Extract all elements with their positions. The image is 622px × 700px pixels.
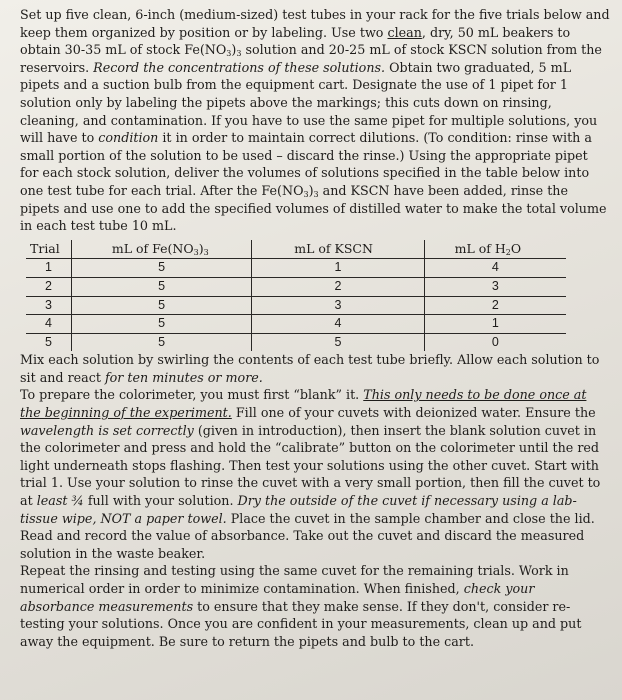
cell-fe: 5	[71, 259, 251, 278]
cell-trial: 1	[26, 259, 71, 278]
mixing-paragraph: Mix each solution by swirling the contents of each test tube briefly. Allow each solution to sit and react for ten minutes or more.	[20, 352, 600, 385]
trials-table	[26, 240, 566, 352]
cell-fe: 5	[71, 277, 251, 296]
lab-procedure-page	[20, 6, 610, 650]
cell-h2o: 0	[424, 333, 566, 351]
table-row	[26, 277, 566, 296]
cell-kscn: 2	[252, 277, 424, 296]
header-h2o: mL of $H_2O$	[424, 240, 566, 259]
table-row	[26, 315, 566, 334]
cell-kscn: 5	[252, 333, 424, 351]
table-row	[26, 259, 566, 278]
cell-trial: 5	[44, 334, 52, 349]
header-kscn: mL of KSCN	[252, 240, 424, 259]
table-row	[26, 333, 566, 351]
blank-once-note: This only needs to be done once at the beginning of the experiment.	[20, 387, 587, 421]
table-header-row	[26, 240, 566, 259]
table-row	[26, 296, 566, 315]
cell-trial: 2	[26, 277, 71, 296]
cell-kscn: 1	[252, 259, 424, 278]
cell-h2o: 4	[424, 259, 566, 278]
cell-h2o: 1	[424, 315, 566, 334]
cell-kscn: 3	[252, 296, 424, 315]
cell-h2o: 3	[424, 277, 566, 296]
header-fe: mL of $Fe(NO_3)_3$	[71, 240, 251, 259]
underlined-clean: clean	[387, 24, 422, 40]
header-trial: Trial	[26, 240, 71, 259]
cell-h2o: 2	[424, 296, 566, 315]
cell-trial: 3	[26, 296, 71, 315]
cell-fe: 5	[71, 315, 251, 334]
setup-paragraph: Set up five clean, 6-inch (medium-sized) test tubes in your rack for the five trials below and keep them organized by position or by labeling. Use two clean, dry, 50 mL beakers to obtain 30-35 mL of stock $Fe(NO_3)_3$ solution and 20-25 mL of stock KSCN solution from the reservoirs. Record the concentrations of these solutions. Obtain two graduated, 5 mL pipets and a suction bulb from the equipment cart. Designate the use of 1 pipet for 1 solution only by labeling the pipets above the markings; this cuts down on rinsing, cleaning, and contamination. If you have to use the same pipet for multiple solutions, you will have to condition it in order to maintain correct dilutions. (To condition: rinse with a small portion of the solution to be used – discard the rinse.) Using the appropriate pipet for each stock solution, deliver the volumes of solutions specified in the table below into one test tube for each trial. After the $Fe(NO_3)_3$ and KSCN have been added, rinse the pipets and use one to add the specified volumes of distilled water to make the total volume in each test tube 10 mL.	[20, 7, 610, 234]
colorimeter-paragraph: To prepare the colorimeter, you must first “blank” it. This only needs to be done once at the beginning of the experiment. Fill one of your cuvets with deionized water. Ensure the wavelength is set correctly (given in introduction), then insert the blank solution cuvet in the colorimeter and press and hold the “calibrate” button on the colorimeter until the red light underneath stops flashing. Then test your solutions using the other cuvet. Start with trial 1. Use your solution to rinse the cuvet with a very small portion, then fill the cuvet to at least ¾ full with your solution. Dry the outside of the cuvet if necessary using a lab-tissue wipe, NOT a paper towel. Place the cuvet in the sample chamber and close the lid. Read and record the value of absorbance. Take out the cuvet and discard the measured solution in the waste beaker.	[20, 387, 601, 561]
cell-fe: 5	[71, 333, 251, 351]
cell-kscn: 4	[252, 315, 424, 334]
repeat-paragraph: Repeat the rinsing and testing using the same cuvet for the remaining trials. Work in numerical order in order to minimize contamination. When finished, check your absorbance measurements to ensure that they make sense. If they don't, consider re-testing your solutions. Once you are confident in your measurements, clean up and put away the equipment. Be sure to return the pipets and bulb to the cart.	[20, 563, 582, 649]
cell-trial: 4	[26, 315, 71, 334]
cell-fe: 5	[71, 296, 251, 315]
